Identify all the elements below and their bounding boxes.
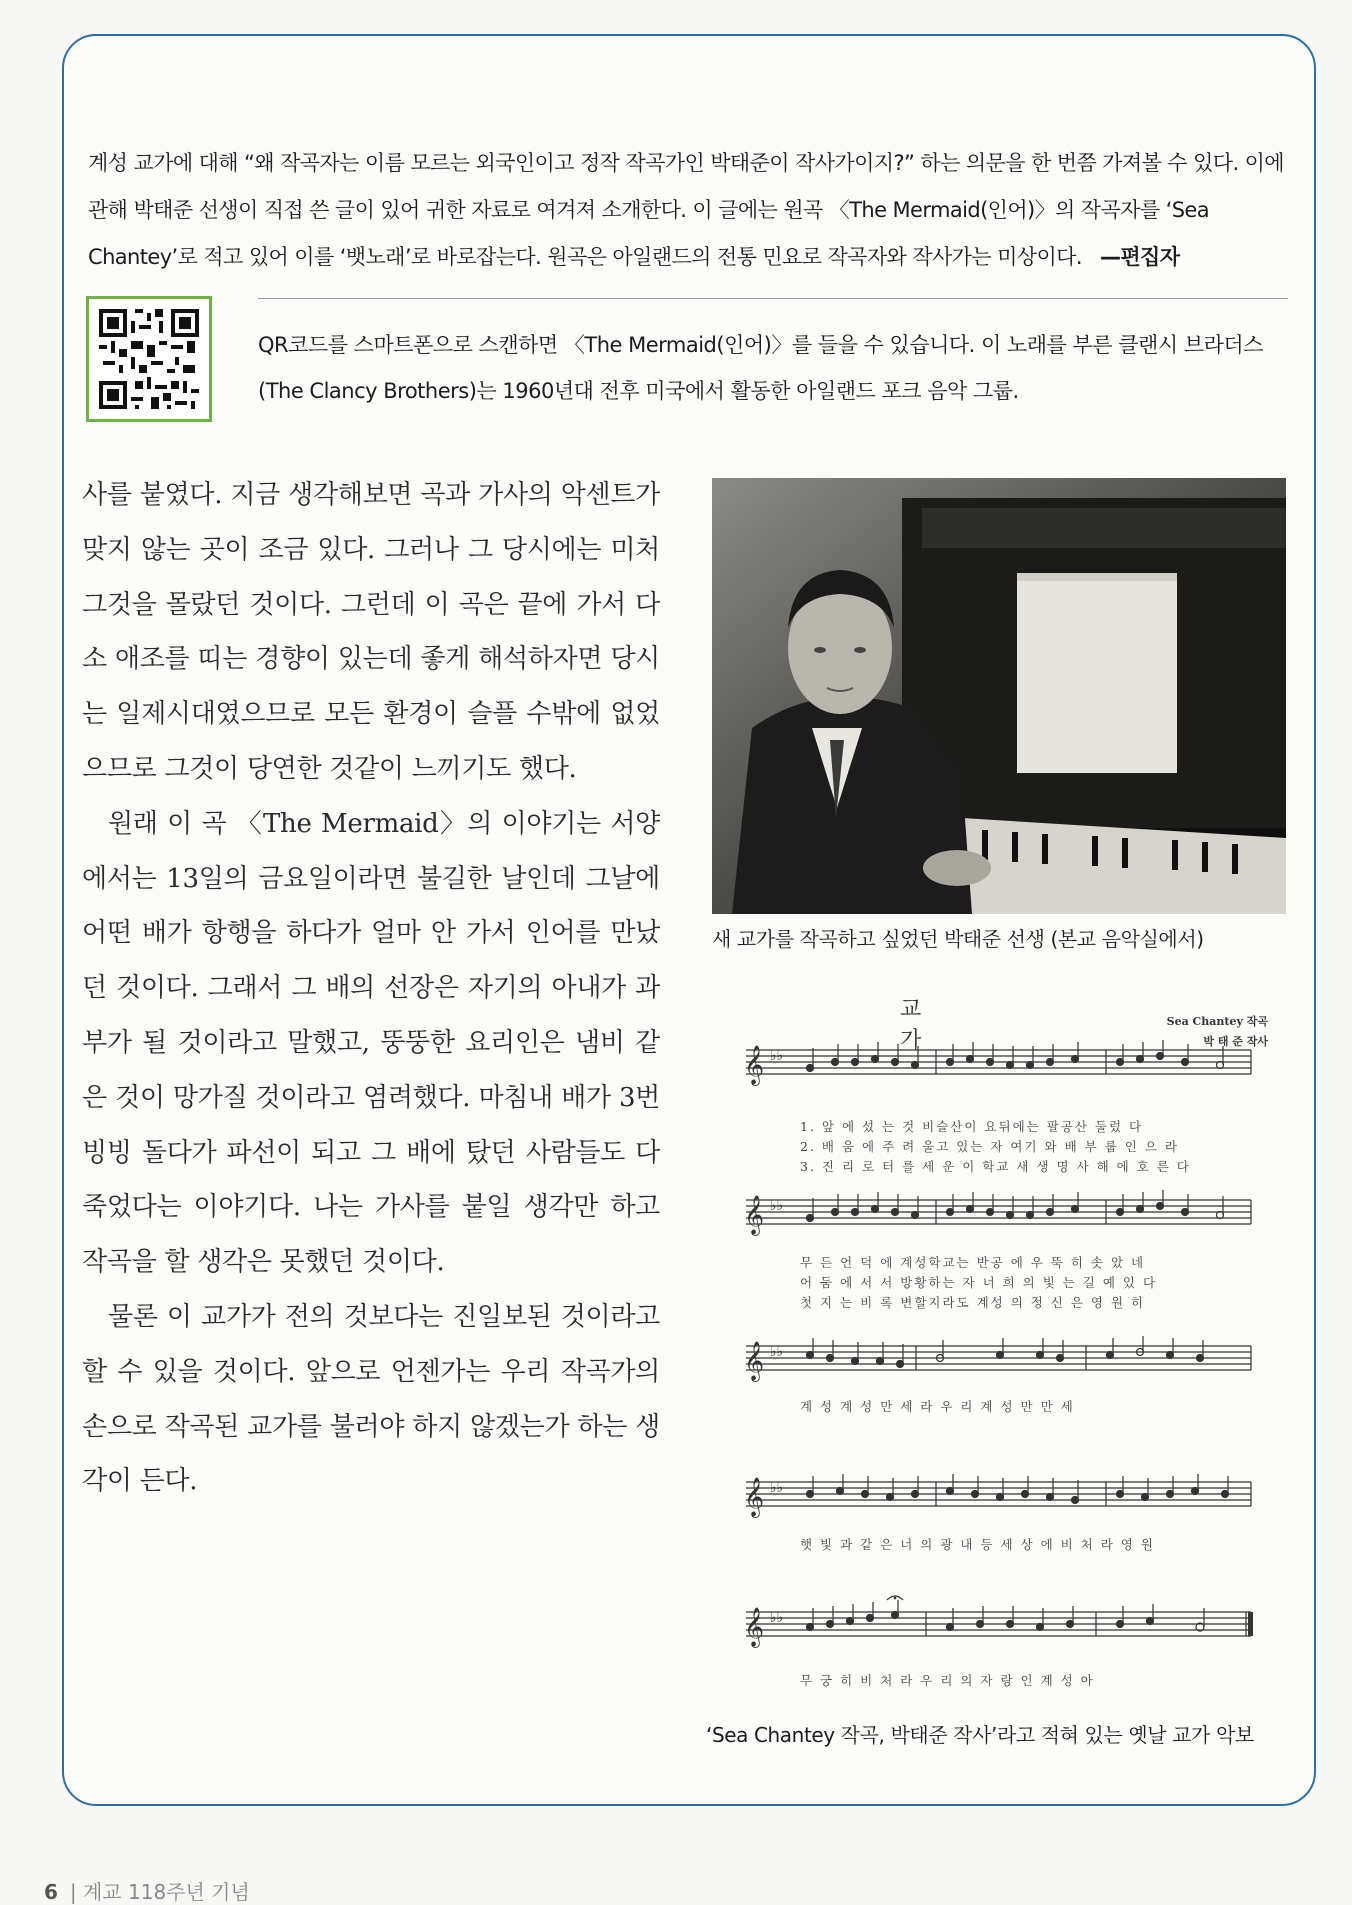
svg-text:𝄞: 𝄞 bbox=[744, 1195, 765, 1235]
score-caption: ‘Sea Chantey 작곡, 박태준 작사’라고 적혀 있는 옛날 교가 악보 bbox=[706, 1723, 1254, 1747]
svg-text:𝄞: 𝄞 bbox=[744, 1607, 765, 1647]
lyric-line-2: 2. 배 움 에 주 려 울고 있는 자 여기 와 배 부 룹 인 으 라 bbox=[800, 1139, 1179, 1154]
piano-portrait-image bbox=[712, 478, 1286, 914]
photo-caption: 새 교가를 작곡하고 싶었던 박태준 선생 (본교 음악실에서) bbox=[712, 927, 1204, 951]
score-composer: Sea Chantey 작곡 bbox=[1166, 1015, 1268, 1028]
article-paragraph-3: 물론 이 교가가 전의 것보다는 진일보된 것이라고 할 수 있을 것이다. 앞으로 언젠가는 우리 작곡가의 손으로 작곡된 교가를 불러야 하지 않겠는가 하는 생각이 든다. bbox=[82, 1301, 660, 1497]
lyric-line-4: 무 든 언 덕 에 계성학교는 반공 에 우 뚝 히 솟 았 네 bbox=[800, 1255, 1146, 1270]
page-number: 6 bbox=[44, 1880, 58, 1904]
lyric-line-5: 어 둠 에 서 서 방황하는 자 너 희 의 빛 는 길 예 있 다 bbox=[800, 1275, 1158, 1290]
svg-text:♭♭: ♭♭ bbox=[770, 1610, 784, 1626]
page-footer bbox=[44, 1876, 444, 1905]
article-paragraph-2: 원래 이 곡 〈The Mermaid〉의 이야기는 서양에서는 13일의 금요일이라면 불길한 날인데 그날에 어떤 배가 항행을 하다가 얼마 안 가서 인어를 만났던 것이다. 그래서 그 배의 선장은 자기의 아내가 과부가 될 것이라고 말했고, 뚱뚱한 요리인은 냄비 같은 것이 망가질 것이라고 염려했다. 마침내 배가 3번 빙빙 돌다가 파선이 되고 그 배에 탔던 사람들도 다 죽었다는 이야기다. 나는 가사를 붙일 생각만 하고 작곡을 할 생각은 못했던 것이다. bbox=[82, 808, 660, 1278]
qr-note: QR코드를 스마트폰으로 스캔하면 〈The Mermaid(인어)〉를 들을 수 있습니다. 이 노래를 부른 클랜시 브라더스(The Clancy Brothers)는 1960년대 전후 미국에서 활동한 아일랜드 포크 음악 그룹. bbox=[258, 333, 1263, 403]
portrait-photo bbox=[712, 478, 1286, 914]
svg-text:♭♭: ♭♭ bbox=[770, 1344, 784, 1360]
svg-text:♭♭: ♭♭ bbox=[770, 1048, 784, 1064]
svg-text:♭♭: ♭♭ bbox=[770, 1480, 784, 1496]
article-body bbox=[82, 468, 660, 1509]
qr-code-image bbox=[95, 305, 203, 413]
footer-text: | 계교 118주년 기념 bbox=[69, 1880, 250, 1904]
lyric-line-9: 무 궁 히 비 처 라 우 리 의 자 랑 인 계 성 아 bbox=[800, 1673, 1095, 1688]
editor-intro bbox=[88, 140, 1288, 281]
score-title: 교 가 bbox=[900, 997, 976, 1053]
score-lyricist: 박 태 준 작사 bbox=[1203, 1035, 1268, 1048]
svg-text:𝄞: 𝄞 bbox=[744, 1341, 765, 1381]
lyric-line-8: 햇 빛 과 같 은 너 의 광 내 등 세 상 에 비 처 라 영 원 bbox=[800, 1537, 1155, 1552]
lyric-line-1: 1. 앞 에 섰 는 것 비슬산이 요뒤에는 팔공산 둘렀 다 bbox=[800, 1119, 1144, 1134]
divider-line bbox=[258, 298, 1288, 299]
lyric-line-7: 계 성 계 성 만 세 라 우 리 계 성 만 만 세 bbox=[800, 1399, 1075, 1414]
svg-text:𝄞: 𝄞 bbox=[744, 1045, 765, 1085]
qr-code-icon[interactable] bbox=[86, 296, 212, 422]
lyric-line-3: 3. 진 리 로 터 를 세 운 이 학교 새 생 명 사 해 에 호 른 다 bbox=[800, 1159, 1191, 1174]
editor-signature: —편집자 bbox=[1099, 245, 1180, 269]
svg-text:𝄞: 𝄞 bbox=[744, 1477, 765, 1517]
svg-text:♭♭: ♭♭ bbox=[770, 1198, 784, 1214]
article-paragraph-1: 사를 붙였다. 지금 생각해보면 곡과 가사의 악센트가 맞지 않는 곳이 조금 있다. 그러나 그 당시에는 미처 그것을 몰랐던 것이다. 그런데 이 곡은 끝에 가서 다소 애조를 띠는 경향이 있는데 좋게 해석하자면 당시는 일제시대였으므로 모든 환경이 슬플 수밖에 없었으므로 그것이 당연한 것같이 느끼기도 했다. bbox=[82, 480, 660, 784]
lyric-line-6: 첫 지 는 비 록 변할지라도 계성 의 정 신 은 영 원 히 bbox=[800, 1295, 1146, 1310]
sheet-music bbox=[740, 988, 1260, 1688]
intro-text: 계성 교가에 대해 “왜 작곡자는 이름 모르는 외국인이고 정작 작곡가인 박태준이 작사가이지?” 하는 의문을 한 번쯤 가져볼 수 있다. 이에 관해 박태준 선생이 직접 쓴 글이 있어 귀한 자료로 여겨져 소개한다. 이 글에는 원곡 〈The Mermaid(인어)〉의 작곡자를 ‘Sea Chantey’로 적고 있어 이를 ‘뱃노래’로 바로잡는다. 원곡은 아일랜드의 전통 민요로 작곡자와 작사가는 미상이다. bbox=[88, 151, 1284, 269]
